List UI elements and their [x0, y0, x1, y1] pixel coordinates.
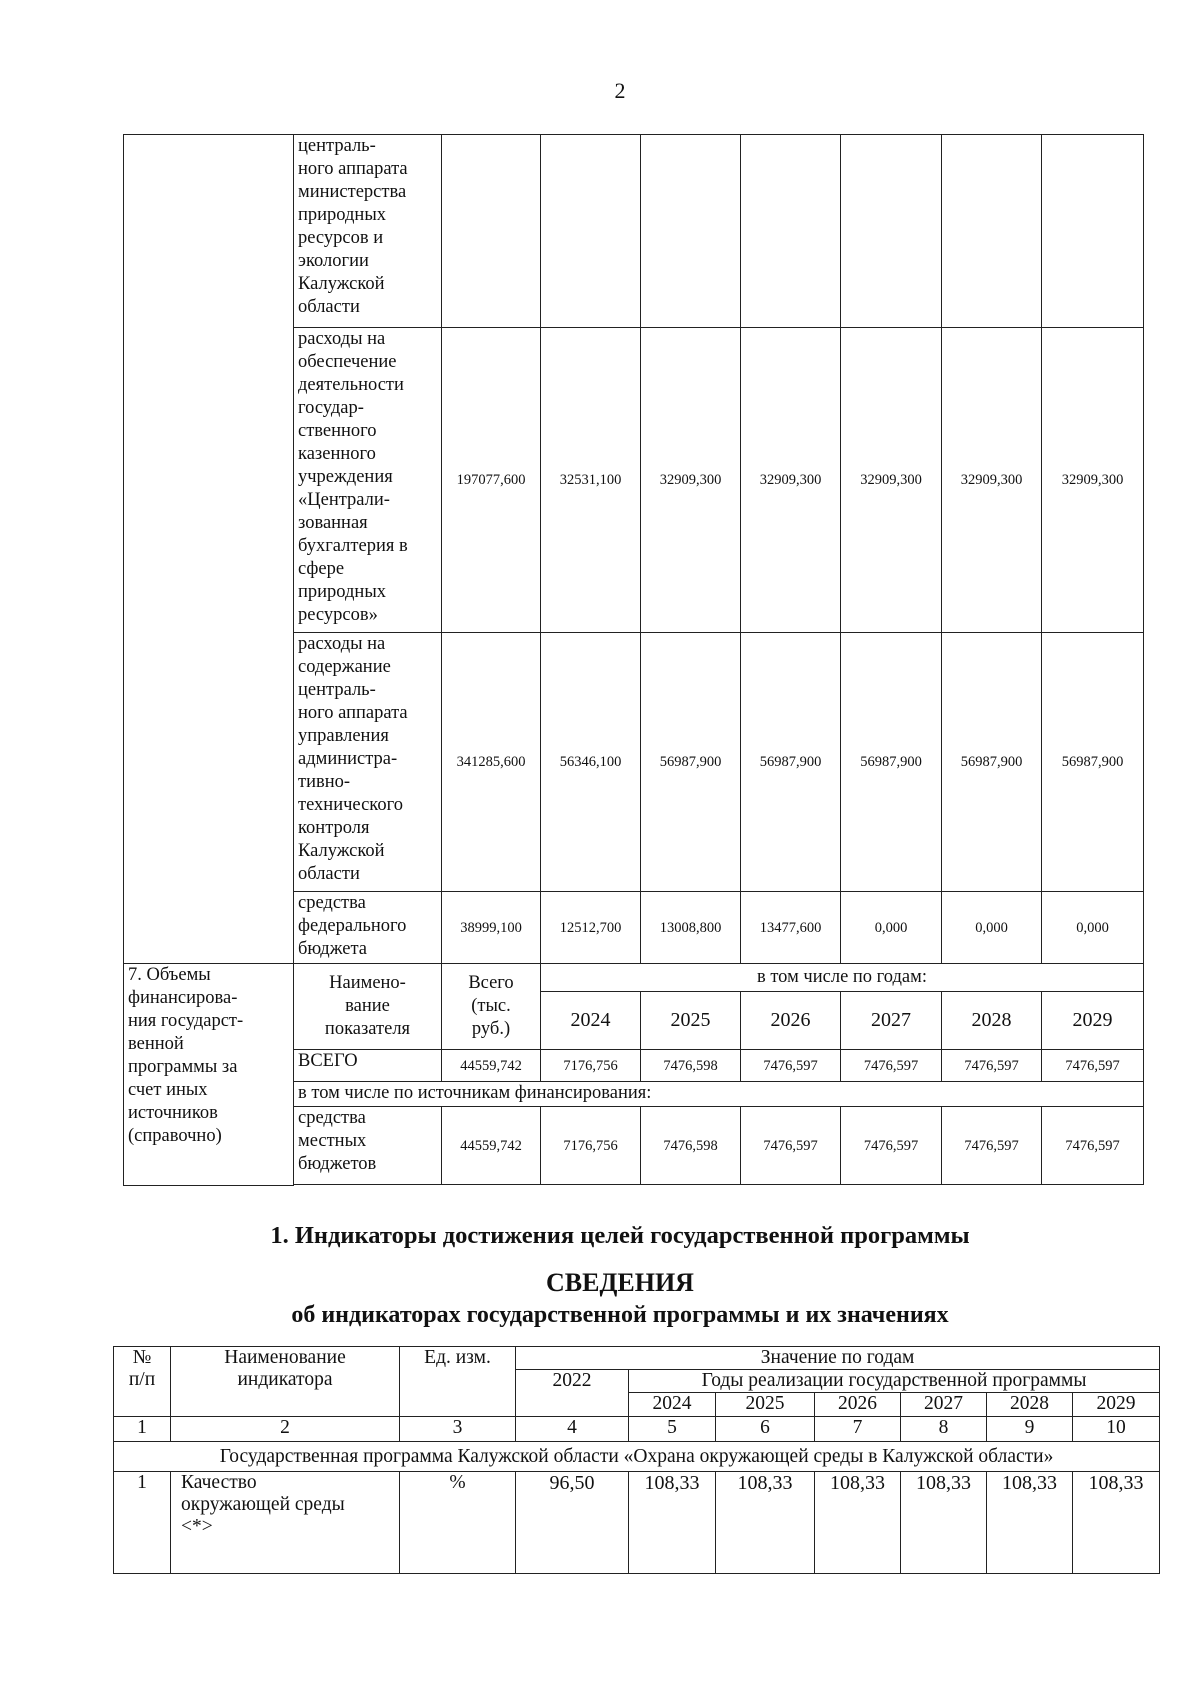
indicator-value: 108,33	[815, 1472, 901, 1574]
fin-cell: 7476,597	[942, 1107, 1042, 1185]
year-header: 2028	[942, 992, 1042, 1050]
indicator-value: 108,33	[901, 1472, 987, 1574]
indicator-value: 96,50	[516, 1472, 629, 1574]
column-number: 9	[987, 1417, 1073, 1442]
fin-cell: 7476,597	[741, 1050, 841, 1082]
fin-cell: 7476,597	[942, 1050, 1042, 1082]
program-row	[114, 1442, 1160, 1472]
column-number: 1	[114, 1417, 171, 1442]
financing-table	[123, 134, 1144, 1186]
row-number: 1	[114, 1472, 171, 1574]
section7-header-row	[124, 964, 1144, 992]
fin-cell: 7476,597	[741, 1107, 841, 1185]
fin-cell: 0,000	[942, 892, 1042, 964]
indicator-value: 108,33	[629, 1472, 716, 1574]
fin-cell: 56987,900	[1042, 633, 1144, 892]
fin-cell: 56987,900	[641, 633, 741, 892]
table-row	[114, 1472, 1160, 1574]
header-name: Наименование индикатора	[171, 1347, 400, 1417]
fin-cell: 13477,600	[741, 892, 841, 964]
fin-cell-total: 44559,742	[442, 1050, 541, 1082]
year-header: 2025	[716, 1393, 815, 1417]
fin-cell: 56987,900	[741, 633, 841, 892]
section7-title: 7. Объемы финансирова- ния государст- венной программы за счет иных источников (справочно)	[124, 964, 294, 1186]
fin-cell: 12512,700	[541, 892, 641, 964]
ind-header-row-1	[114, 1347, 1160, 1370]
header-num: № п/п	[114, 1347, 171, 1417]
program-title: Государственная программа Калужской области «Охрана окружающей среды в Калужской области»	[114, 1442, 1160, 1472]
indicators-table	[113, 1346, 1160, 1574]
document-subtitle: об индикаторах государственной программы и их значениях	[291, 1302, 949, 1328]
fin-cell: 56346,100	[541, 633, 641, 892]
fin-cell: 7476,597	[1042, 1050, 1144, 1082]
indicator-value: 108,33	[987, 1472, 1073, 1574]
header-base-year: 2022	[516, 1370, 629, 1417]
column-number: 10	[1073, 1417, 1160, 1442]
indicator-unit: %	[400, 1472, 516, 1574]
document-title: СВЕДЕНИЯ	[546, 1268, 694, 1297]
section7-total-header: Всего (тыс. руб.)	[442, 964, 541, 1050]
year-header: 2029	[1042, 992, 1144, 1050]
column-number: 2	[171, 1417, 400, 1442]
fin-cell: 7476,597	[1042, 1107, 1144, 1185]
fin-cell: 0,000	[841, 892, 942, 964]
column-number: 3	[400, 1417, 516, 1442]
section-heading: 1. Индикаторы достижения целей государственной программы	[270, 1222, 970, 1249]
fin-cell: 7176,756	[541, 1107, 641, 1185]
fin-cell: 32531,100	[541, 328, 641, 633]
section7-by-years: в том числе по годам:	[541, 964, 1144, 992]
fin-cell-total: 38999,100	[442, 892, 541, 964]
fin-cell: 32909,300	[641, 328, 741, 633]
fin-left-empty-cell	[124, 135, 294, 964]
column-number: 6	[716, 1417, 815, 1442]
fin-cell: 56987,900	[841, 633, 942, 892]
indicator-value: 108,33	[1073, 1472, 1160, 1574]
page-number: 2	[614, 78, 626, 103]
fin-row-label: расходы на обеспечение деятельности государ- ственного казенного учреждения «Централи- зованная бухгалтерия в сфере природных ресурсов»	[294, 328, 442, 633]
year-header: 2026	[741, 992, 841, 1050]
year-header: 2029	[1073, 1393, 1160, 1417]
year-header: 2024	[629, 1393, 716, 1417]
year-header: 2026	[815, 1393, 901, 1417]
fin-cell: 32909,300	[942, 328, 1042, 633]
fin-cell: 7476,598	[641, 1050, 741, 1082]
local-budget-label: средства местных бюджетов	[294, 1107, 442, 1185]
column-number: 7	[815, 1417, 901, 1442]
section7-name-header: Наимено- вание показателя	[294, 964, 442, 1050]
fin-cell: 32909,300	[741, 328, 841, 633]
header-values-by-years: Значение по годам	[516, 1347, 1160, 1370]
fin-cell-total: 44559,742	[442, 1107, 541, 1185]
year-header: 2027	[841, 992, 942, 1050]
column-number: 8	[901, 1417, 987, 1442]
fin-row-central-apparatus	[124, 135, 1144, 328]
fin-cell: 7476,597	[841, 1050, 942, 1082]
fin-cell: 7176,756	[541, 1050, 641, 1082]
column-number: 4	[516, 1417, 629, 1442]
year-header: 2025	[641, 992, 741, 1050]
fin-cell: 32909,300	[1042, 328, 1144, 633]
section7-by-sources: в том числе по источникам финансирования:	[294, 1082, 1144, 1107]
fin-row-label: средства федерального бюджета	[294, 892, 442, 964]
column-numbers-row	[114, 1417, 1160, 1442]
year-header: 2028	[987, 1393, 1073, 1417]
fin-cell: 7476,598	[641, 1107, 741, 1185]
fin-cell: 0,000	[1042, 892, 1144, 964]
column-number: 5	[629, 1417, 716, 1442]
indicator-name: Качество окружающей среды <*>	[171, 1472, 400, 1574]
fin-cell: 56987,900	[942, 633, 1042, 892]
fin-row-label: централь- ного аппарата министерства природных ресурсов и экологии Калужской области	[294, 135, 442, 328]
fin-cell: 13008,800	[641, 892, 741, 964]
header-implementation-years: Годы реализации государственной программы	[629, 1370, 1160, 1393]
year-header: 2024	[541, 992, 641, 1050]
header-unit: Ед. изм.	[400, 1347, 516, 1417]
fin-row-label: расходы на содержание централь- ного аппарата управления администра- тивно- технического контроля Калужской области	[294, 633, 442, 892]
total-label: ВСЕГО	[294, 1050, 442, 1082]
fin-cell: 32909,300	[841, 328, 942, 633]
indicator-value: 108,33	[716, 1472, 815, 1574]
year-header: 2027	[901, 1393, 987, 1417]
fin-cell-total: 341285,600	[442, 633, 541, 892]
fin-cell-total: 197077,600	[442, 328, 541, 633]
fin-cell: 7476,597	[841, 1107, 942, 1185]
